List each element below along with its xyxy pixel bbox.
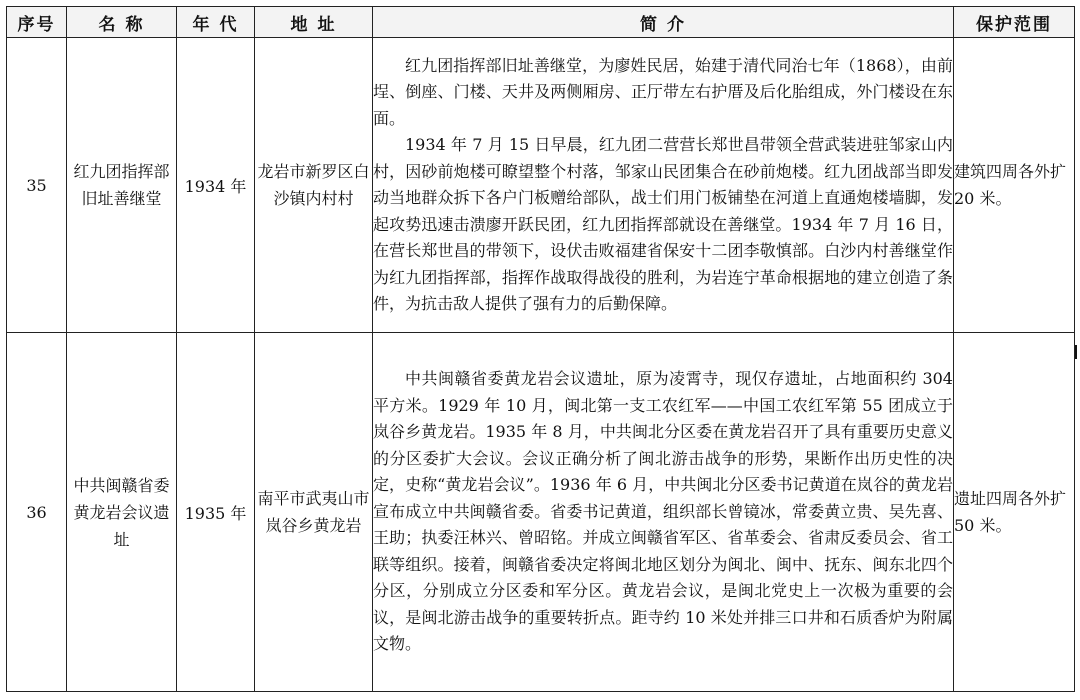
cell-year: 1934 年 <box>177 38 255 333</box>
intro-paragraph: 1934 年 7 月 15 日早晨，红九团二营营长郑世昌带领全营武装进驻邹家山内村，因砂前炮楼可瞭望整个村落，邹家山民团集合在砂前炮楼。红九团战部当即发动当地群众拆下各户门板赠给部队，战士们用门板铺垫在河道上直通炮楼墙脚，发起攻势迅速击溃廖开跃民团，红九团指挥部就设在善继堂。1934 年 7 月 16 日，在营长郑世昌的带领下，设伏击败福建省保安十二团李敬慎部。白沙内村善继堂作为红九团指挥部，指挥作战取得战役的胜利，为岩连宁革命根据地的建立创造了条件，为抗击敌人提供了强有力的后勤保障。 <box>373 135 953 313</box>
header-scope: 保护范围 <box>954 7 1075 38</box>
cell-intro <box>373 333 954 692</box>
table-row <box>7 333 1075 692</box>
cell-name: 中共闽赣省委黄龙岩会议遗址 <box>67 333 177 692</box>
header-address: 地 址 <box>255 7 373 38</box>
cell-address: 龙岩市新罗区白沙镇内村村 <box>255 38 373 333</box>
text-cursor-mark <box>1075 345 1077 359</box>
cell-scope: 遗址四周各外扩 50 米。 <box>954 333 1075 692</box>
header-name: 名 称 <box>67 7 177 38</box>
header-row <box>7 7 1075 38</box>
header-num: 序号 <box>7 7 67 38</box>
document-page <box>6 6 1074 692</box>
cell-address: 南平市武夷山市岚谷乡黄龙岩 <box>255 333 373 692</box>
header-year: 年 代 <box>177 7 255 38</box>
header-intro: 简 介 <box>373 7 954 38</box>
cell-name: 红九团指挥部旧址善继堂 <box>67 38 177 333</box>
heritage-sites-table <box>6 6 1075 692</box>
intro-paragraph: 中共闽赣省委黄龙岩会议遗址，原为凌霄寺，现仅存遗址，占地面积约 304 平方米。1929 年 10 月，闽北第一支工农红军——中国工农红军第 55 团成立于岚谷乡黄龙岩。1935 年 8 月，中共闽北分区委在黄龙岩召开了具有重要历史意义的分区委扩大会议。会议正确分析了闽北游击战争的形势，果断作出历史性的决定，史称“黄龙岩会议”。1936 年 6 月，中共闽北分区委书记黄道在岚谷的黄龙岩宣布成立中共闽赣省委。省委书记黄道，组织部长曾镜冰，常委黄立贵、吴先喜、王助；执委汪林兴、曾昭铭。并成立闽赣省军区、省革委会、省肃反委员会、省工联等组织。接着，闽赣省委决定将闽北地区划分为闽北、闽中、抚东、闽东北四个分区，分别成立分区委和军分区。黄龙岩会议，是闽北党史上一次极为重要的会议，是闽北游击战争的重要转折点。距寺约 10 米处并排三口井和石质香炉为附属文物。 <box>373 369 953 654</box>
cell-scope: 建筑四周各外扩 20 米。 <box>954 38 1075 333</box>
cell-num: 36 <box>7 333 67 692</box>
cell-num: 35 <box>7 38 67 333</box>
cell-year: 1935 年 <box>177 333 255 692</box>
cell-intro <box>373 38 954 333</box>
table-row <box>7 38 1075 333</box>
intro-paragraph: 红九团指挥部旧址善继堂，为廖姓民居，始建于清代同治七年（1868），由前埕、倒座、门楼、天井及两侧厢房、正厅带左右护厝及后化胎组成，外门楼设在东面。 <box>373 55 953 128</box>
